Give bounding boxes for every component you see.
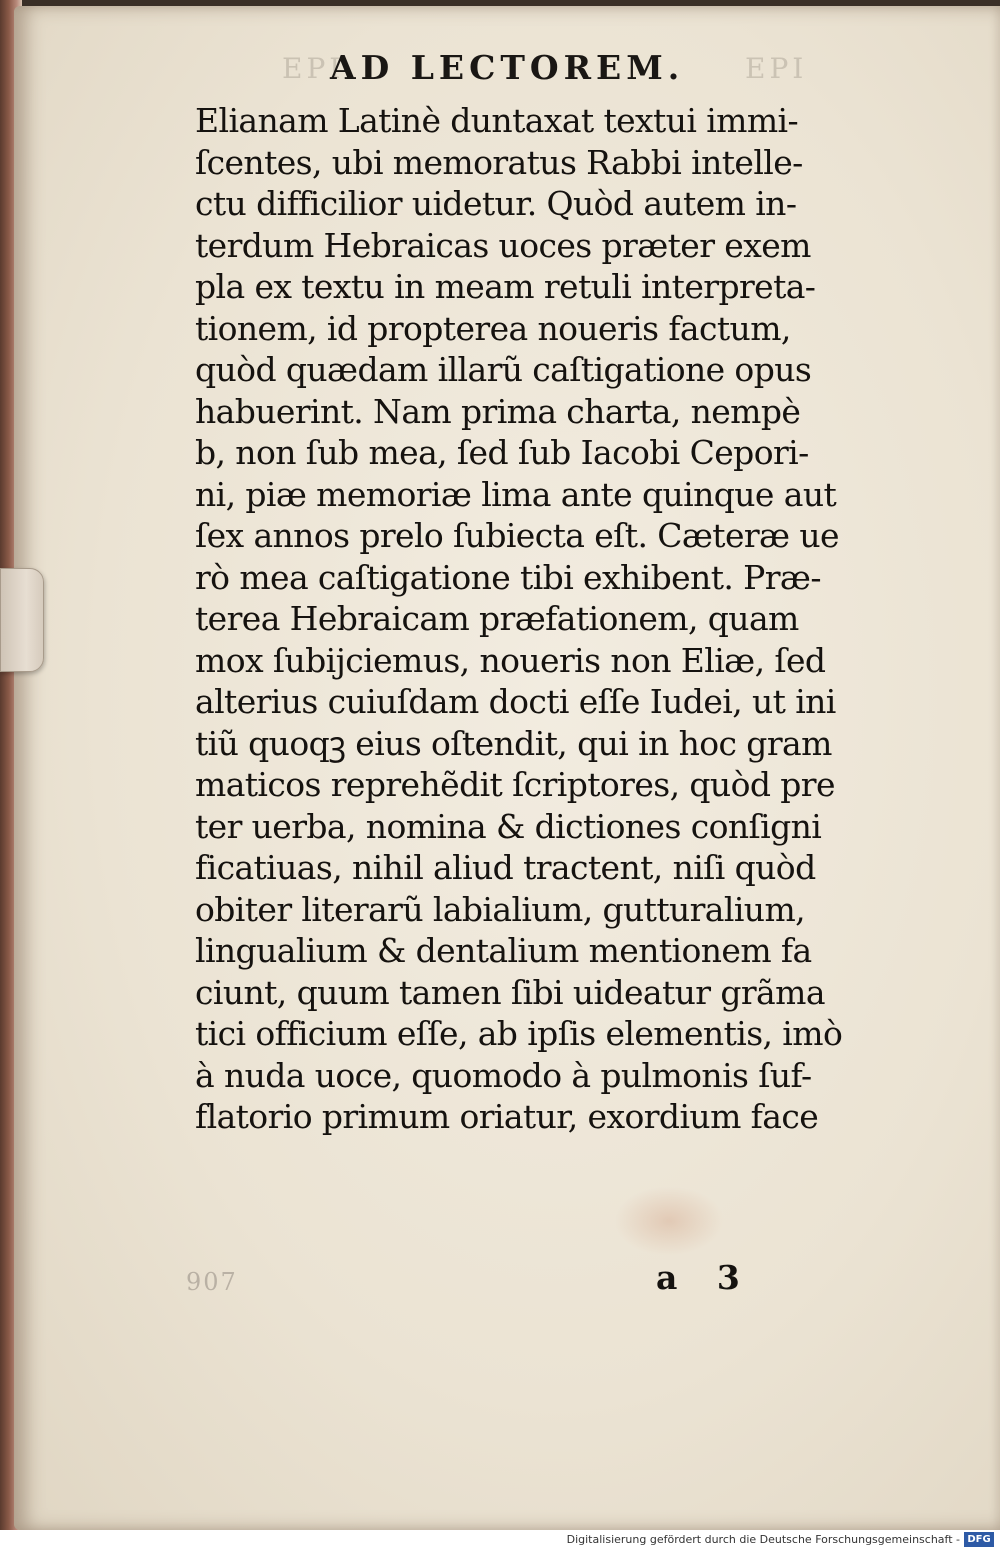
text-line: terdum Hebraicas uoces præter exem bbox=[195, 225, 811, 265]
text-line: ciunt, quum tamen ſibi uideatur grãma bbox=[195, 972, 825, 1012]
signature-mark: a 3 bbox=[656, 1258, 754, 1297]
text-line: flatorio primum oriatur, exordium face bbox=[195, 1097, 819, 1136]
text-line: obiter literarũ labialium, gutturalium, bbox=[195, 889, 806, 929]
text-line: à nuda uoce, quomodo à pulmonis ſuf- bbox=[195, 1055, 812, 1095]
running-head: AD LECTOREM. bbox=[330, 48, 685, 87]
text-line: tici officium eſſe, ab ipſis elementis, imò bbox=[195, 1014, 843, 1053]
text-line: alterius cuiuſdam docti eſſe Iudei, ut ini bbox=[195, 682, 836, 721]
body-text bbox=[195, 100, 895, 1138]
text-line: b, non ſub mea, ſed ſub Iacobi Cepori- bbox=[195, 433, 809, 472]
text-line: maticos reprehẽdit ſcriptores, quòd pre bbox=[195, 765, 835, 804]
text-line: pla ex textu in meam retuli interpreta- bbox=[195, 267, 816, 306]
show-through-text-right: EPI bbox=[745, 52, 808, 85]
show-through-text-left: EPI bbox=[282, 52, 345, 85]
text-line: ſex annos prelo ſubiecta eſt. Cæteræ ue bbox=[195, 516, 839, 555]
text-line: tiũ quoqꝫ eius oſtendit, qui in hoc gram bbox=[195, 723, 832, 763]
text-line: ter uerba, nomina & dictiones conſigni bbox=[195, 806, 822, 846]
text-line: ſcentes, ubi memoratus Rabbi intelle- bbox=[195, 142, 803, 182]
faded-page-number: 907 bbox=[186, 1268, 238, 1296]
text-line: habuerint. Nam prima charta, nempè bbox=[195, 391, 801, 431]
footer-bar bbox=[0, 1530, 1000, 1550]
dfg-logo-icon: DFG bbox=[964, 1532, 994, 1547]
text-line: lingualium & dentalium mentionem fa bbox=[195, 931, 812, 970]
text-line: quòd quædam illarũ caſtigatione opus bbox=[195, 350, 812, 389]
text-line: mox ſubijciemus, noueris non Eliæ, ſed bbox=[195, 640, 826, 680]
text-line: tionem, id propterea noueris factum, bbox=[195, 308, 791, 348]
paper-stain bbox=[614, 1186, 724, 1256]
text-line: ctu difficilior uidetur. Quòd autem in- bbox=[195, 184, 797, 223]
text-line: ni, piæ memoriæ lima ante quinque aut bbox=[195, 474, 837, 514]
text-line: terea Hebraicam præfationem, quam bbox=[195, 599, 799, 638]
footer-credit: Digitalisierung gefördert durch die Deutsche Forschungsgemeinschaft - bbox=[566, 1533, 960, 1546]
text-line: ficatiuas, nihil aliud tractent, niſi quòd bbox=[195, 848, 816, 887]
text-line: Elianam Latinè duntaxat textui immi- bbox=[195, 101, 799, 140]
page-clasp bbox=[0, 568, 44, 672]
text-line: rò mea caſtigatione tibi exhibent. Præ- bbox=[195, 557, 821, 597]
